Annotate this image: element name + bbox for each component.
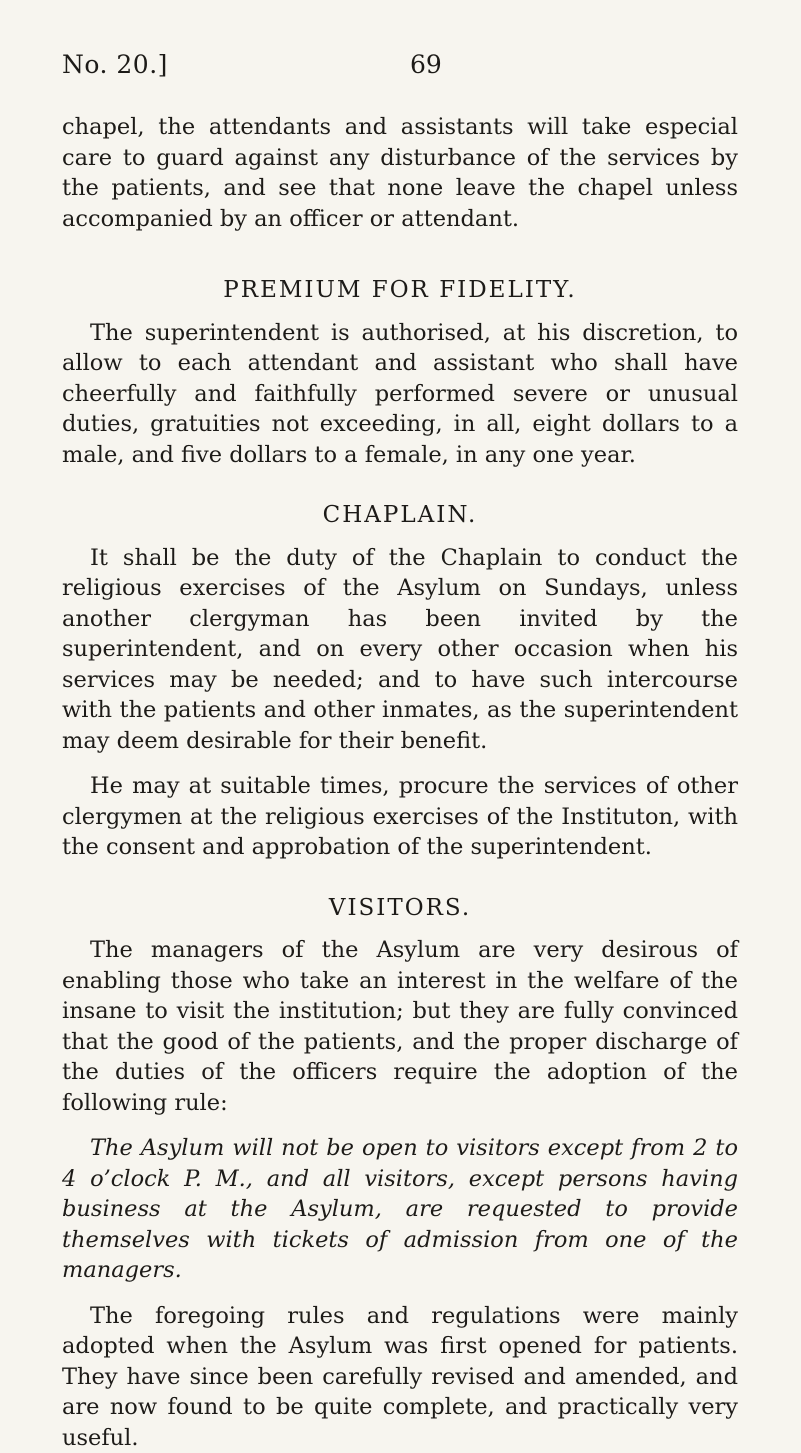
- chaplain-paragraph-2: He may at suitable times, procure the services of other clergymen at the religious exercises of the Instituton, with the consent and approbation of the superintendent.: [62, 771, 738, 863]
- visitors-heading: VISITORS.: [62, 893, 738, 924]
- visitors-paragraph: The managers of the Asylum are very desirous of enabling those who take an interest in the welfare of the insane to visit the institution; but they are fully convinced that the good of the patients, and the proper discharge of the duties of the officers require the adoption of the following rule:: [62, 935, 738, 1118]
- page-header: [62, 50, 730, 90]
- chaplain-heading: CHAPLAIN.: [62, 500, 738, 531]
- chaplain-paragraph-1: It shall be the duty of the Chaplain to conduct the religious exercises of the Asylum on Sundays, unless another clergyman has been invited by the superintendent, and on every other occasion when his services may be needed; and to have such intercourse with the patients and other inmates, as the superintendent may deem desirable for their benefit.: [62, 543, 738, 757]
- continuation-paragraph: chapel, the attendants and assistants will take especial care to guard against any disturbance of the services by the patients, and see that none leave the chapel unless accompanied by an officer or attendant.: [62, 112, 738, 234]
- document-number: No. 20.]: [62, 50, 168, 79]
- closing-paragraph: The foregoing rules and regulations were mainly adopted when the Asylum was first opened for patients. They have since been carefully revised and amended, and are now found to be quite complete, and practically very useful.: [62, 1301, 738, 1453]
- premium-paragraph: The superintendent is authorised, at his discretion, to allow to each attendant and assistant who shall have cheerfully and faithfully performed severe or unusual duties, gratuities not exceeding, in all, eight dollars to a male, and five dollars to a female, in any one year.: [62, 318, 738, 471]
- page-number: 69: [410, 50, 442, 79]
- premium-heading: PREMIUM FOR FIDELITY.: [62, 275, 738, 306]
- page-body: [62, 112, 738, 1453]
- visitors-rule: The Asylum will not be open to visitors except from 2 to 4 o’clock P. M., and all visitors, except persons having business at the Asylum, are requested to provide themselves with tickets of admission from one of the managers.: [62, 1133, 738, 1286]
